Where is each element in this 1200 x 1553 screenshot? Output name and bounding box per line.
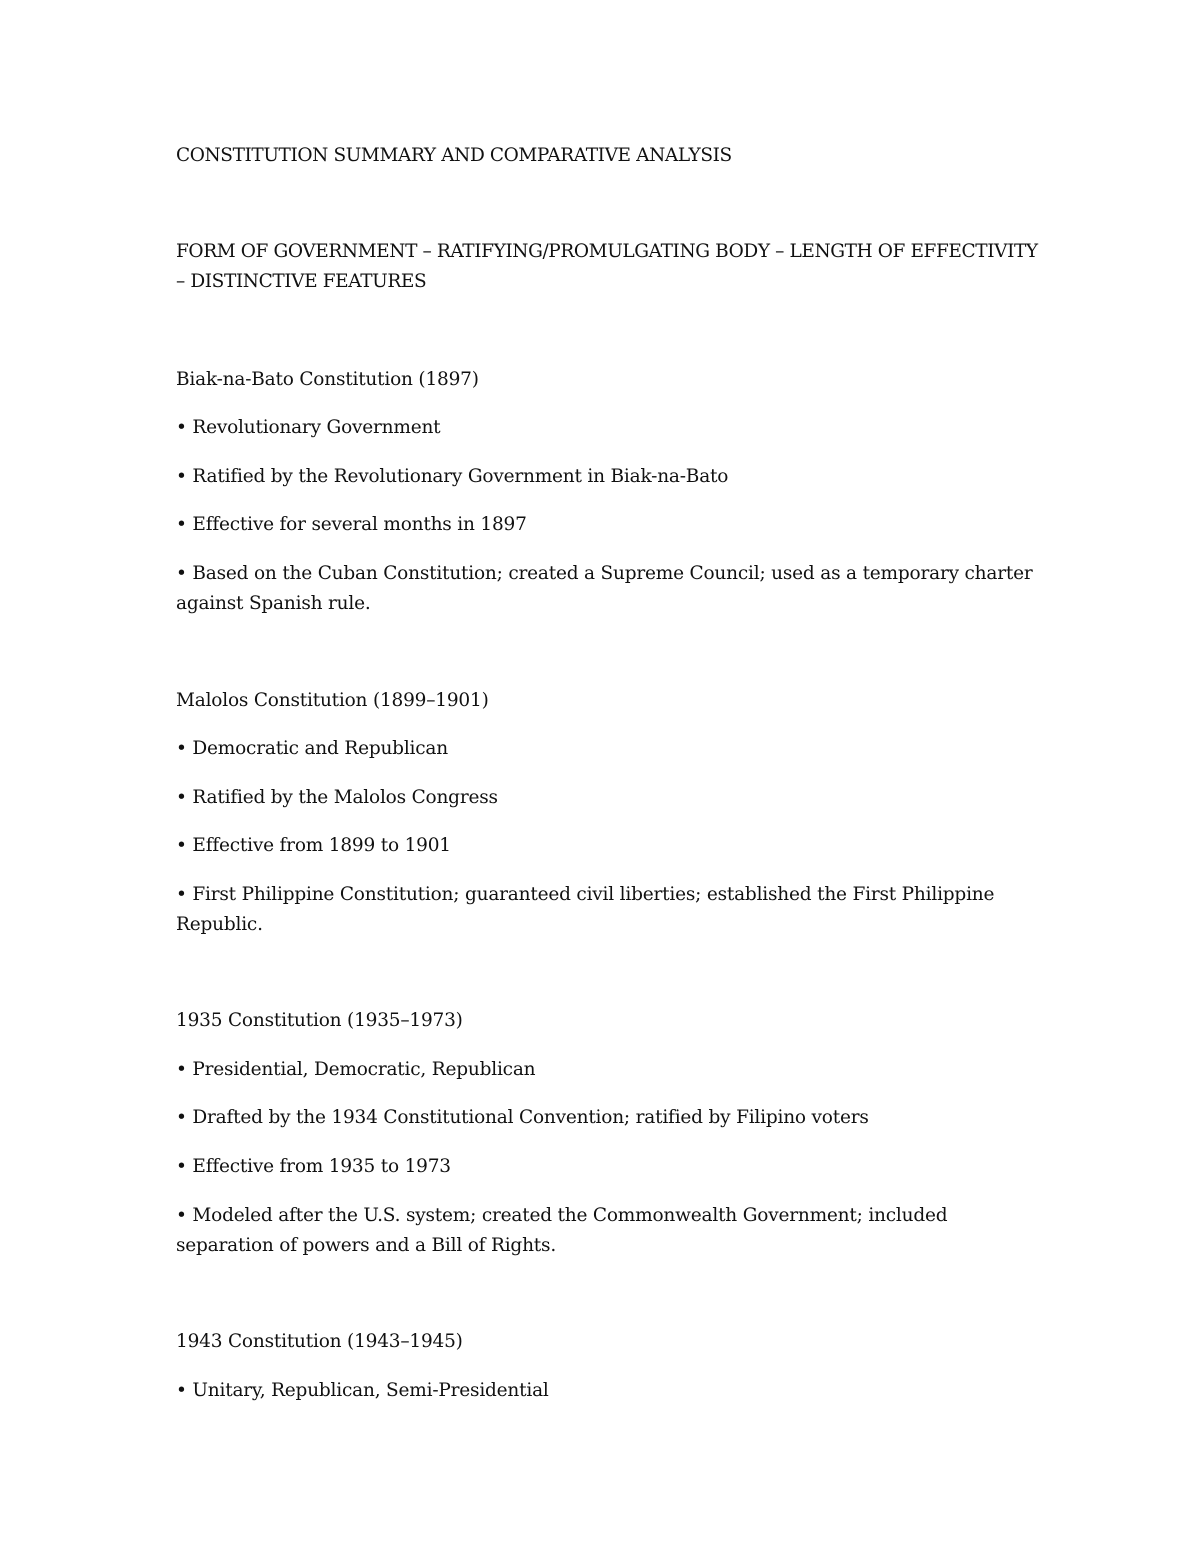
list-item: • Ratified by the Malolos Congress — [176, 787, 498, 808]
section-heading-1935: 1935 Constitution (1935–1973) — [176, 1010, 463, 1031]
list-item-features-line-2: against Spanish rule. — [176, 593, 371, 614]
list-item-features-line-2: Republic. — [176, 914, 263, 935]
list-item: • Drafted by the 1934 Constitutional Convention; ratified by Filipino voters — [176, 1107, 869, 1128]
column-headings-line-1: FORM OF GOVERNMENT – RATIFYING/PROMULGATING BODY – LENGTH OF EFFECTIVITY — [176, 241, 1038, 262]
list-item: • Effective for several months in 1897 — [176, 514, 527, 535]
list-item-features-line-1: • First Philippine Constitution; guaranteed civil liberties; established the First Philippine — [176, 884, 995, 905]
section-heading-1943: 1943 Constitution (1943–1945) — [176, 1331, 463, 1352]
list-item: • Unitary, Republican, Semi-Presidential — [176, 1380, 549, 1401]
list-item: • Presidential, Democratic, Republican — [176, 1059, 536, 1080]
section-heading-malolos: Malolos Constitution (1899–1901) — [176, 690, 489, 711]
column-headings-line-2: – DISTINCTIVE FEATURES — [176, 271, 427, 292]
list-item: • Revolutionary Government — [176, 417, 441, 438]
list-item: • Ratified by the Revolutionary Government in Biak-na-Bato — [176, 466, 729, 487]
list-item: • Effective from 1899 to 1901 — [176, 835, 451, 856]
document-title: CONSTITUTION SUMMARY AND COMPARATIVE ANALYSIS — [176, 145, 732, 166]
list-item: • Effective from 1935 to 1973 — [176, 1156, 451, 1177]
list-item-features-line-1: • Based on the Cuban Constitution; created a Supreme Council; used as a temporary charter — [176, 563, 1033, 584]
list-item: • Democratic and Republican — [176, 738, 448, 759]
list-item-features-line-2: separation of powers and a Bill of Rights. — [176, 1235, 557, 1256]
list-item-features-line-1: • Modeled after the U.S. system; created the Commonwealth Government; included — [176, 1205, 948, 1226]
section-heading-biak-na-bato: Biak-na-Bato Constitution (1897) — [176, 369, 479, 390]
